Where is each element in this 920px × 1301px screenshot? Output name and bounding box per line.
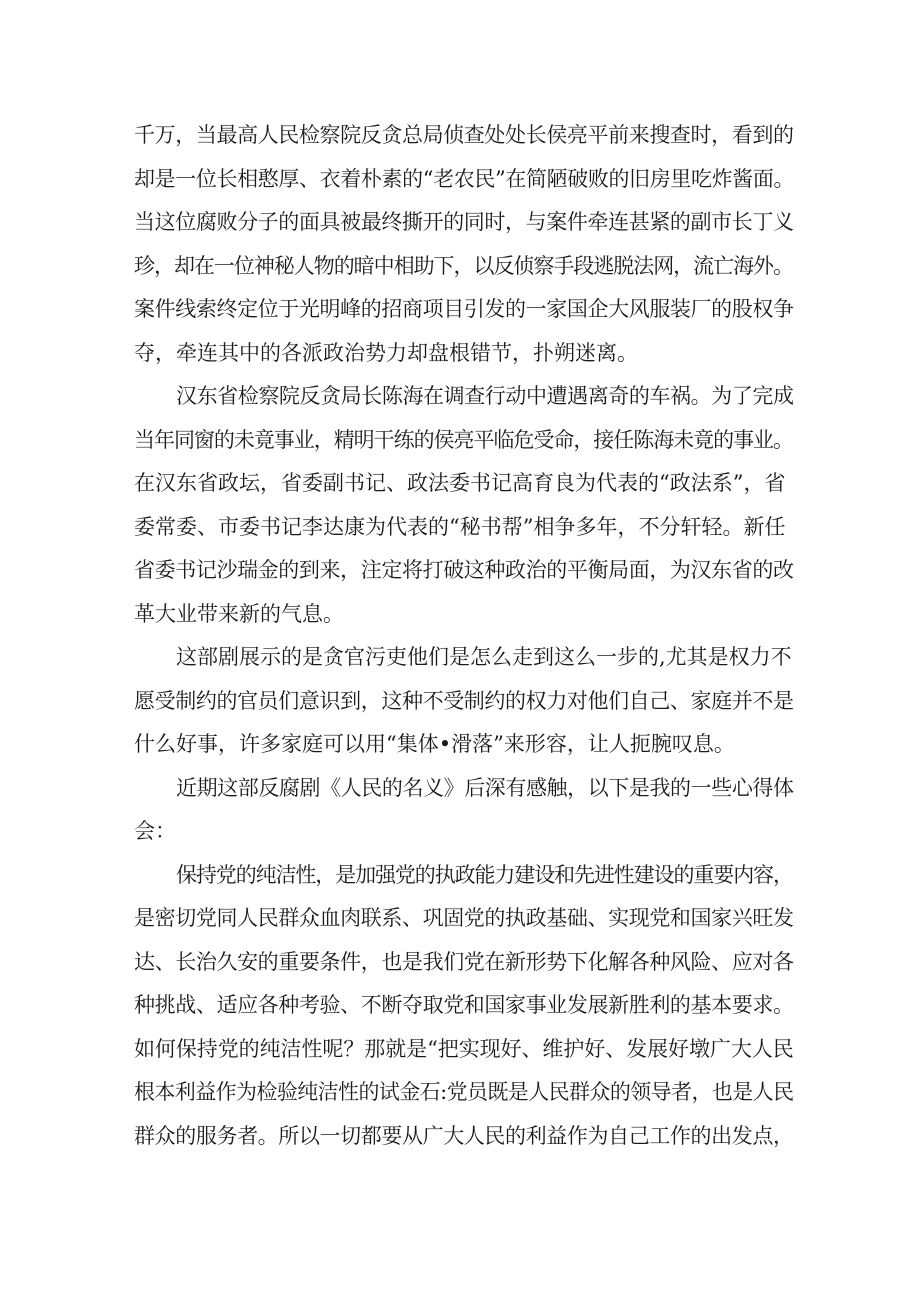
text-line: 是密切党同人民群众血肉联系、巩固党的执政基础、实现党和国家兴旺发 [134,906,794,930]
document-body [134,114,794,1158]
text-line: 省委书记沙瑞金的到来，注定将打破这种政治的平衡局面，为汉东省的改 [134,558,794,582]
text-line: 当年同窗的未竟事业，精明干练的侯亮平临危受命，接任陈海未竟的事业。 [134,427,793,452]
text-line: 保持党的纯洁性，是加强党的执政能力建设和先进性建设的重要内容， [176,862,793,887]
text-line: 却是一位长相憨厚、衣着朴素的“老农民”在简陋破败的旧房里吃炸酱面。 [134,166,795,191]
text-line: 委常委、市委书记李达康为代表的“秘书帮”相争多年，不分轩轻。新任 [134,514,786,539]
text-line: 根本利益作为检验纯洁性的试金石:党员既是人民群众的领导者，也是人民 [134,1080,794,1104]
text-line: 当这位腐败分子的面具被最终撕开的同时，与案件牵连甚紧的副市长丁义 [134,210,794,234]
text-line: 如何保持党的纯洁性呢？那就是“把实现好、维护好、发展好墩广大人民 [134,1036,794,1061]
text-line: 群众的服务者。所以一切都要从广大人民的利益作为自己工作的出发点， [134,1123,794,1148]
text-line: 汉东省检察院反贪局长陈海在调查行动中遭遇离奇的车祸。为了完成 [176,384,794,408]
text-line: 达、长治久安的重要条件，也是我们党在新形势下化解各种风险、应对各 [134,949,794,974]
text-line: 夺，牵连其中的各派政治势力却盘根错节，扑朔迷离。 [134,340,638,365]
text-line: 愿受制约的官员们意识到，这种不受制约的权力对他们自己、家庭并不是 [134,688,794,713]
text-line: 什么好事，许多家庭可以用“集体•滑落”来形容，让人扼腕叹息。 [134,732,735,756]
text-line: 种挑战、适应各种考验、不断夺取党和国家事业发展新胜利的基本要求。 [134,993,794,1017]
text-line: 近期这部反腐剧《人民的名义》后深有感触，以下是我的一些心得体 [176,775,794,800]
text-line: 革大业带来新的气息。 [134,601,344,626]
text-line: 这部剧展示的是贪官污吏他们是怎么走到这么一步的,尤其是权力不 [176,645,792,669]
text-line: 珍，却在一位神秘人物的暗中相助下，以反侦察手段逃脱法网，流亡海外。 [134,253,793,278]
text-line: 案件线索终定位于光明峰的招商项目引发的一家国企大风服装厂的股权争 [134,297,794,321]
text-line: 在汉东省政坛，省委副书记、政法委书记高育良为代表的“政法系”，省 [134,471,786,495]
text-line: 会： [134,819,176,843]
text-line: 千万，当最高人民检察院反贪总局侦查处处长侯亮平前来搜查时，看到的 [134,123,794,147]
